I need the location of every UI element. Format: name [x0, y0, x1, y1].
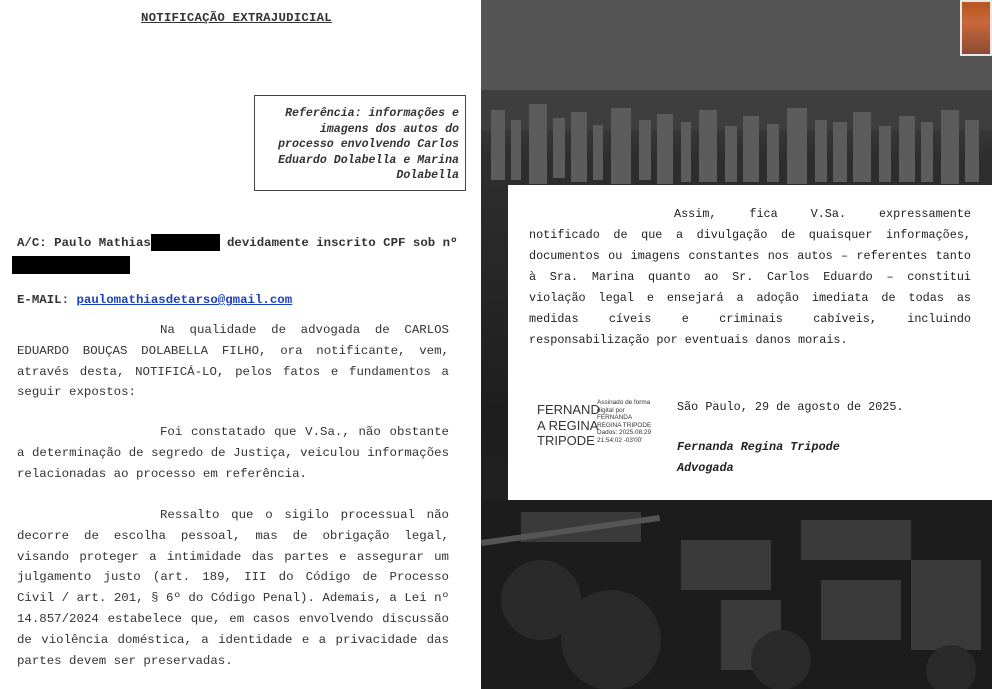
paragraph-finding [17, 422, 449, 484]
document-title: NOTIFICAÇÃO EXTRAJUDICIAL [141, 11, 332, 25]
signer-name: Fernanda Regina Tripode [677, 440, 840, 454]
redacted-cpf [12, 256, 130, 274]
reference-box [254, 95, 466, 191]
paragraph-text: Assim, fica V.Sa. expressamente notificado de que a divulgação de quaisquer informações, documentos ou imagens constantes nos autos – referentes tanto à Sra. Marina quanto ao Sr. Carlos Eduardo – constitui violação legal e ensejará a adoção imediata de todas as medidas cíveis e criminais cabíveis, incluindo responsabilização por eventuais danos morais. [529, 207, 971, 347]
reference-line: processo envolvendo Carlos [278, 138, 459, 152]
email-link[interactable]: paulomathiasdetarso@gmail.com [76, 293, 293, 307]
signature-meta-line: Assinado de forma [597, 399, 651, 406]
email-label: E-MAIL: [17, 293, 70, 307]
signature-meta-line: digital por [597, 406, 625, 414]
signature-name-line: A REGINA [537, 417, 599, 433]
signature-meta-line: 21:54:02 -03'00' [597, 436, 643, 444]
recipient-suffix: devidamente inscrito CPF sob nº [227, 236, 458, 250]
signature-meta-line: REGINA TRIPODE [597, 421, 652, 429]
redacted-name [151, 234, 220, 251]
recipient-prefix: A/C: Paulo Mathias [17, 236, 151, 250]
paragraph-text: Ressalto que o sigilo processual não decorre de escolha pessoal, mas de obrigação legal, visando proteger a intimidade das partes e assegurar um julgamento justo (art. 189, III do Código de Processo Civil / art. 201, § 6º do Código Penal). Ademais, a Lei nº 14.857/2024 estabelece que, em casos envolvendo discussão de violência doméstica, a identidade e a privacidade das partes devem ser preservadas. [17, 508, 449, 668]
signature-name-line: FERNAND [537, 402, 600, 417]
document-page-left [0, 0, 481, 689]
paragraph-legal-basis [17, 505, 449, 671]
paragraph-intro [17, 320, 449, 403]
signature-meta-line: FERNANDA [597, 414, 633, 422]
signature-meta-line: Dados: 2025.08.29 [597, 429, 652, 437]
reference-line: Dolabella [396, 169, 459, 183]
paragraph-notification [529, 204, 971, 351]
reference-line: Eduardo Dolabella e Marina [278, 153, 459, 167]
email-row [17, 290, 292, 311]
video-thumbnail[interactable] [960, 0, 992, 56]
reference-line: Referência: informações e [285, 107, 459, 120]
paragraph-text: Foi constatado que V.Sa., não obstante a determinação de segredo de Justiça, veiculou informações relacionadas ao processo em referência. [17, 425, 449, 481]
digital-signature [537, 398, 667, 458]
signature-name [537, 402, 600, 449]
document-page-right [508, 185, 992, 500]
signer-role: Advogada [677, 461, 734, 475]
signature-metadata [597, 399, 651, 445]
signature-name-line: TRIPODE [537, 433, 595, 448]
paragraph-text: Na qualidade de advogada de CARLOS EDUARDO BOUÇAS DOLABELLA FILHO, ora notificante, vem, através desta, NOTIFICÁ-LO, pelos fatos e fundamentos a seguir expostos: [17, 323, 449, 400]
reference-line: imagens dos autos do [319, 122, 459, 136]
closing-date: São Paulo, 29 de agosto de 2025. [677, 400, 904, 414]
